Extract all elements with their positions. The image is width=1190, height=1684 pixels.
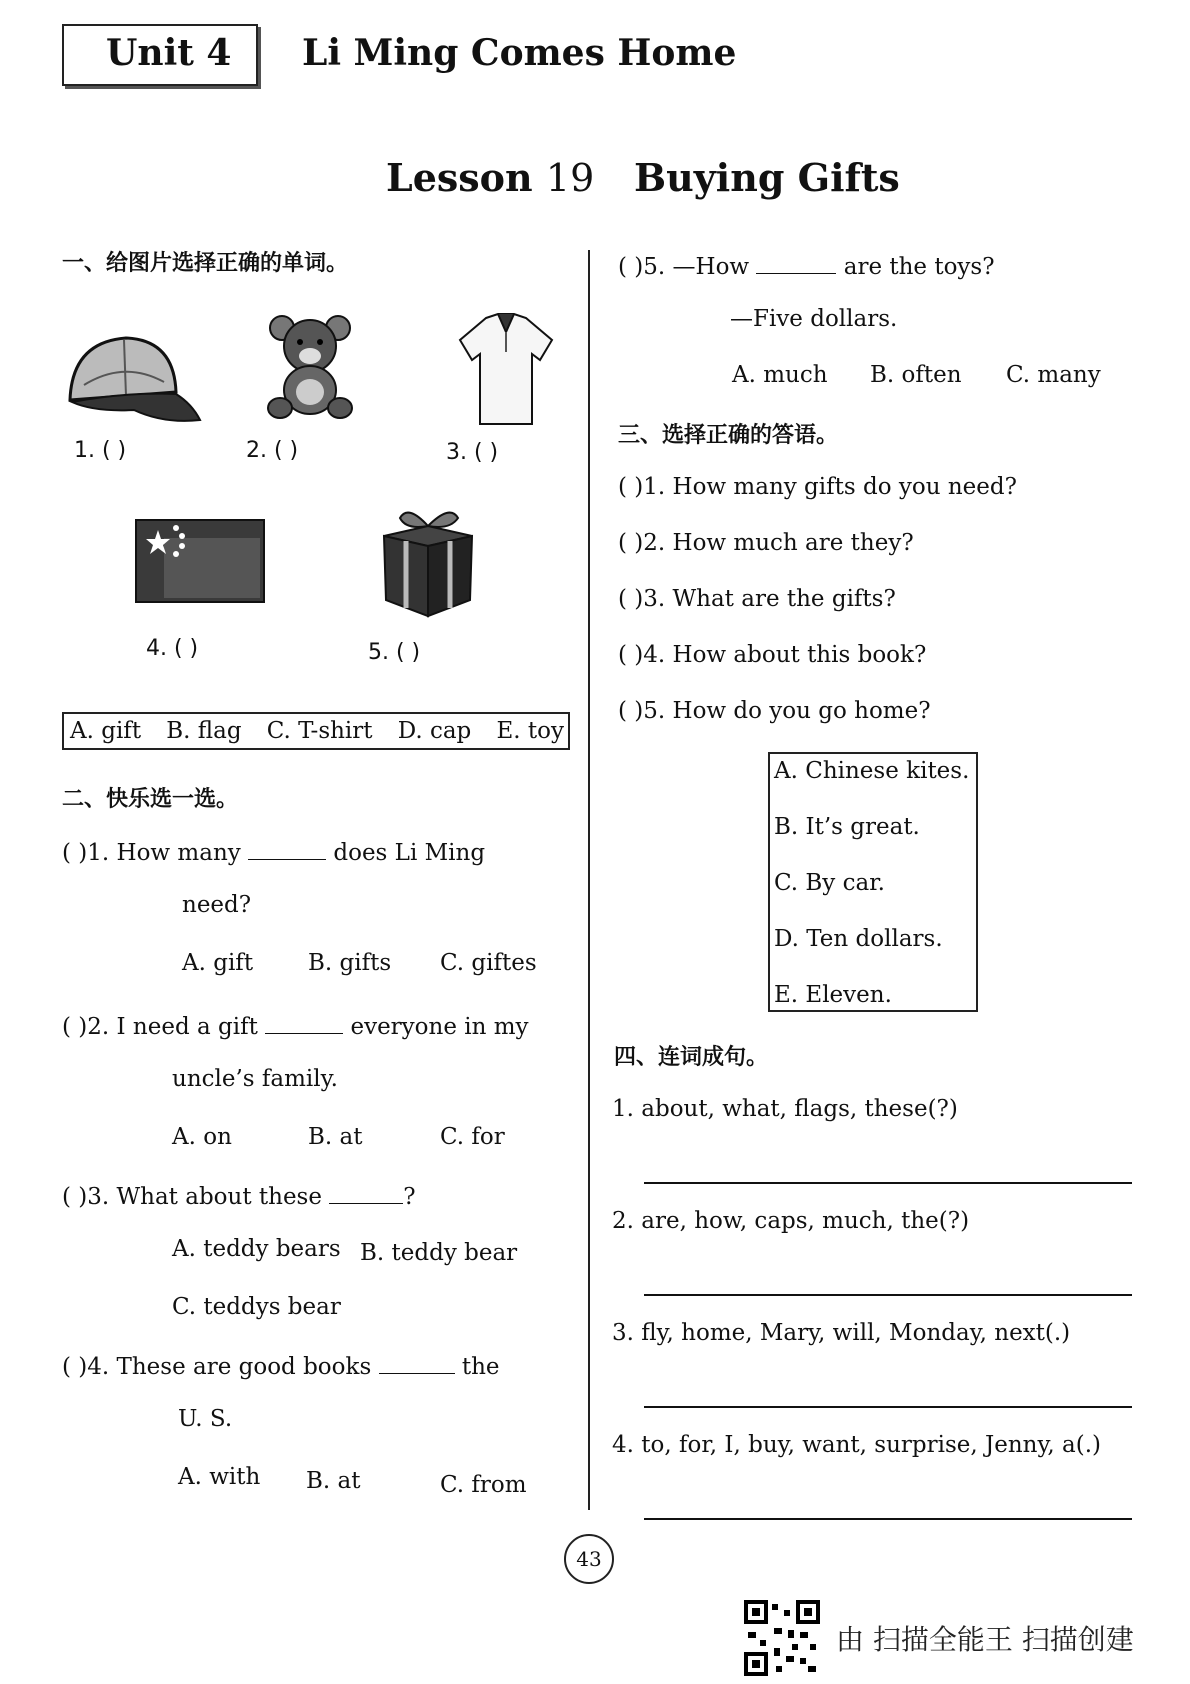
answer-blank[interactable]: [265, 1010, 343, 1034]
s2-q5-opt-a: A. much: [732, 362, 828, 388]
s2-question-3: ( )3. What about these ?: [62, 1180, 416, 1210]
pic-label-4: 4. ( ): [146, 636, 199, 661]
lesson-title: Lesson 19 Buying Gifts: [386, 155, 900, 200]
s2-q1-line2: need?: [182, 892, 252, 918]
s4-item-4: 4. to, for, I, buy, want, surprise, Jenny, a(.): [612, 1432, 1102, 1458]
s3-question-2: ( )2. How much are they?: [618, 530, 914, 556]
answer-c: C. By car.: [774, 870, 885, 896]
section4-heading: 四、连词成句。: [614, 1045, 769, 1070]
s3-question-4: ( )4. How about this book?: [618, 642, 927, 668]
answer-e: E. Eleven.: [774, 982, 892, 1008]
s2-q1-opt-a: A. gift: [182, 950, 254, 976]
s2-q2-opt-a: A. on: [172, 1124, 232, 1150]
s3-question-3: ( )3. What are the gifts?: [618, 586, 896, 612]
teddy-bear-icon: [264, 312, 356, 422]
answer-b: B. It’s great.: [774, 814, 920, 840]
s2-q5-opt-b: B. often: [870, 362, 962, 388]
s2-q4-opt-b: B. at: [306, 1468, 361, 1494]
option-a: A. gift: [70, 718, 142, 744]
t-shirt-icon: [456, 310, 556, 428]
s2-q1-opt-c: C. giftes: [440, 950, 537, 976]
gift-box-icon: [378, 500, 478, 620]
pic-label-2: 2. ( ): [246, 438, 299, 463]
s2-question-4: ( )4. These are good books the: [62, 1350, 500, 1380]
s2-q4-opt-a: A. with: [178, 1464, 261, 1490]
s4-item-2: 2. are, how, caps, much, the(?): [612, 1208, 970, 1234]
s2-q1-opt-b: B. gifts: [308, 950, 392, 976]
answer-a: A. Chinese kites.: [774, 758, 970, 784]
s2-q2-opt-c: C. for: [440, 1124, 505, 1150]
s2-q2-opt-b: B. at: [308, 1124, 363, 1150]
s2-question-1: ( )1. How many does Li Ming: [62, 836, 485, 866]
section2-heading: 二、快乐选一选。: [62, 787, 239, 812]
cap-icon: [64, 330, 204, 425]
s2-q4-opt-c: C. from: [440, 1472, 527, 1498]
answer-blank[interactable]: [379, 1350, 455, 1374]
page-number: 43: [564, 1534, 614, 1584]
answer-line-3[interactable]: [644, 1406, 1132, 1408]
answer-blank[interactable]: [329, 1180, 403, 1204]
answers-box: [768, 752, 978, 1012]
pic-label-3: 3. ( ): [446, 440, 499, 465]
answer-d: D. Ten dollars.: [774, 926, 943, 952]
s2-q3-opt-b: B. teddy bear: [360, 1240, 518, 1266]
answer-blank[interactable]: [756, 250, 836, 274]
s3-question-1: ( )1. How many gifts do you need?: [618, 474, 1017, 500]
option-e: E. toy: [496, 718, 564, 744]
option-c: C. T-shirt: [266, 718, 373, 744]
unit-title: Li Ming Comes Home: [302, 32, 737, 74]
scan-watermark: 由 扫描全能王 扫描创建: [836, 1623, 1134, 1656]
s2-q5-line2: —Five dollars.: [730, 306, 898, 332]
option-b: B. flag: [166, 718, 242, 744]
answer-blank[interactable]: [248, 836, 326, 860]
s2-q4-line2: U. S.: [178, 1406, 233, 1432]
section3-heading: 三、选择正确的答语。: [618, 423, 839, 448]
answer-line-1[interactable]: [644, 1182, 1132, 1184]
s2-question-2: ( )2. I need a gift everyone in my: [62, 1010, 529, 1040]
s2-q3-opt-a: A. teddy bears: [172, 1236, 341, 1262]
pic-label-1: 1. ( ): [74, 438, 127, 463]
pic-label-5: 5. ( ): [368, 640, 421, 665]
flag-icon: [134, 518, 266, 604]
answer-line-2[interactable]: [644, 1294, 1132, 1296]
s3-question-5: ( )5. How do you go home?: [618, 698, 931, 724]
s2-q5-opt-c: C. many: [1006, 362, 1101, 388]
option-d: D. cap: [397, 718, 472, 744]
unit-label: Unit 4: [106, 32, 232, 74]
s2-q2-line2: uncle’s family.: [172, 1066, 338, 1092]
s2-question-5: ( )5. —How are the toys?: [618, 250, 995, 280]
section1-heading: 一、给图片选择正确的单词。: [62, 251, 349, 276]
s2-q3-opt-c: C. teddys bear: [172, 1294, 341, 1320]
s4-item-1: 1. about, what, flags, these(?): [612, 1096, 958, 1122]
column-divider: [588, 250, 590, 1510]
word-options-box: [62, 712, 570, 750]
s4-item-3: 3. fly, home, Mary, will, Monday, next(.): [612, 1320, 1071, 1346]
qr-code-icon: [744, 1600, 820, 1676]
answer-line-4[interactable]: [644, 1518, 1132, 1520]
